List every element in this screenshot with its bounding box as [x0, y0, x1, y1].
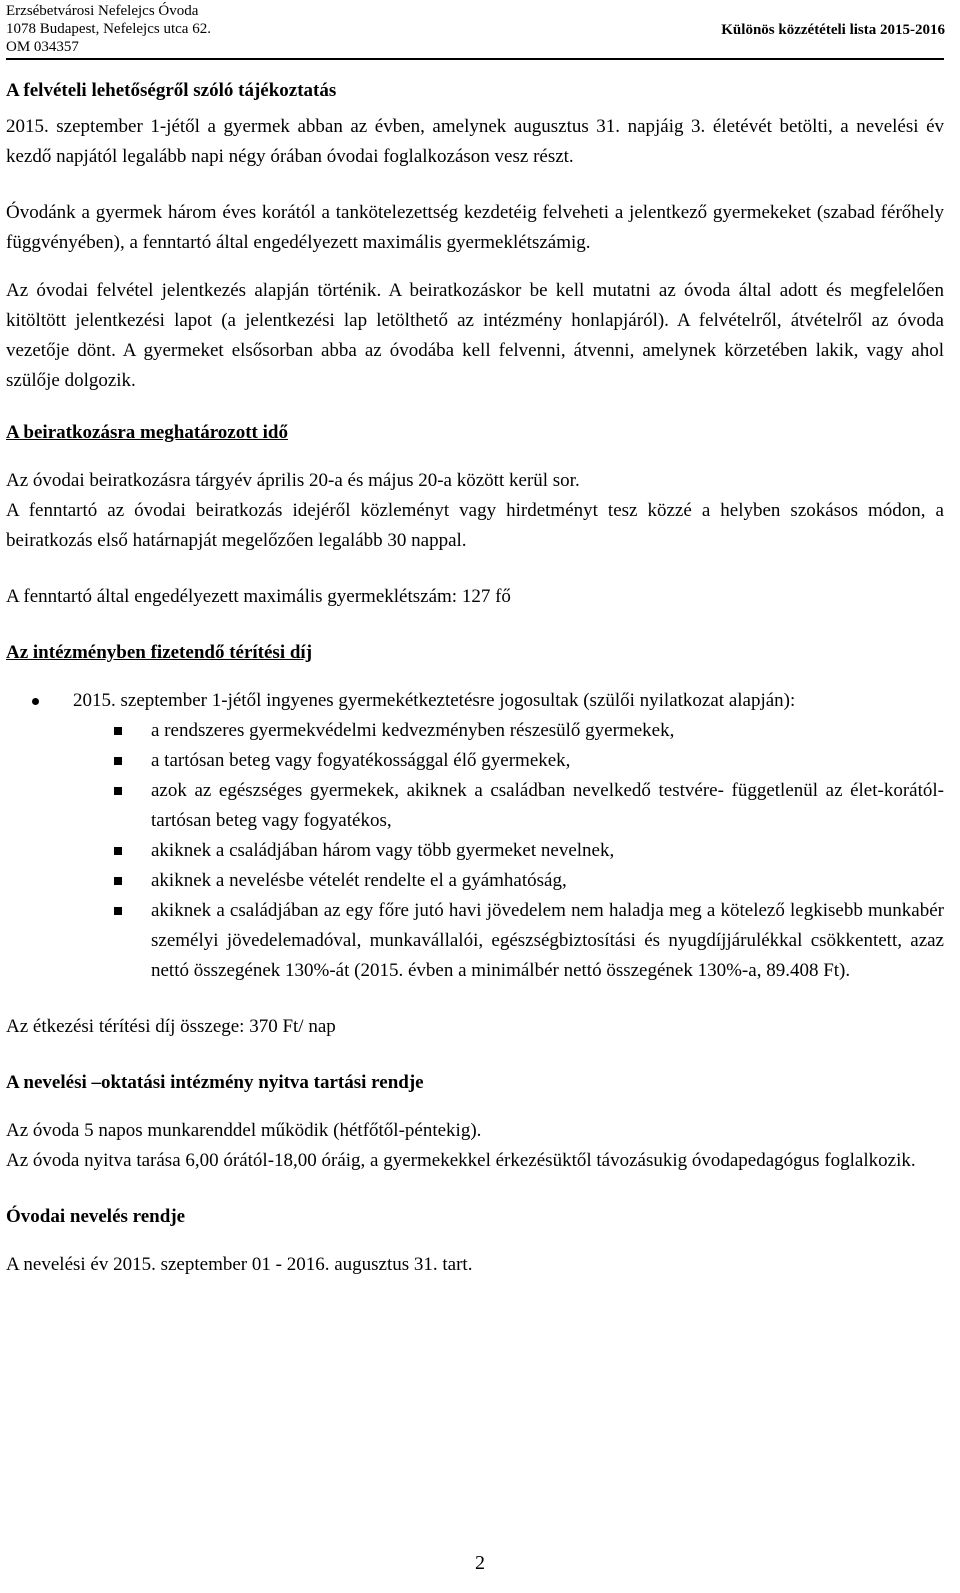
eligibility-item: a tartósan beteg vagy fogyatékossággal élő gyermekek,	[151, 750, 571, 771]
enrollment-paragraph-2: A fenntartó az óvodai beiratkozás idejéről közleményt vagy hirdetményt tesz közzé a helyben szokásos módon, a beiratkozás első határnapját megelőzően legalább 30 nappal.	[6, 500, 944, 551]
bullet-icon	[32, 698, 39, 705]
list-item	[6, 746, 944, 776]
meal-fee-statement: Az étkezési térítési díj összege: 370 Ft/ nap	[6, 1016, 336, 1037]
eligibility-item: akiknek a családjában három vagy több gyermeket nevelnek,	[151, 840, 615, 861]
admission-paragraph-2: Óvodánk a gyermek három éves korától a tankötelezettség kezdetéig felveheti a jelentkező gyermekeket (szabad férőhely függvényében), a fenntartó által engedélyezett maximális gyermeklétszámig.	[6, 202, 944, 253]
header-divider	[6, 58, 944, 60]
admission-paragraph-1: 2015. szeptember 1-jétől a gyermek abban az évben, amelynek augusztus 31. napjáig 3. életévét betölti, a nevelési év kezdő napjától legalább napi négy órában óvodai foglalkozáson vesz részt.	[6, 116, 944, 167]
opening-paragraph-1: Az óvoda 5 napos munkarenddel működik (hétfőtől-péntekig).	[6, 1120, 482, 1141]
list-item	[6, 866, 944, 896]
square-bullet-icon	[114, 787, 122, 795]
eligibility-item: akiknek a családjában az egy főre jutó havi jövedelem nem haladja meg a kötelező legkisebb munkabér személyi jövedelemadóval, munkavállalói, egészségbiztosítási és nyugdíjjárulékkal csökkentett, azaz nettó összegének 130%-át (2015. évben a minimálbér nettó összegének 130%-a, 89.408 Ft).	[151, 900, 944, 981]
enrollment-paragraph-1: Az óvodai beiratkozásra tárgyév április 20-a és május 20-a között kerül sor.	[6, 470, 580, 491]
eligibility-item: akiknek a nevelésbe vételét rendelte el a gyámhatóság,	[151, 870, 567, 891]
schedule-paragraph: A nevelési év 2015. szeptember 01 - 2016. augusztus 31. tart.	[6, 1254, 473, 1275]
enrollment-title: A beiratkozásra meghatározott idő	[6, 422, 288, 443]
page-body	[6, 76, 944, 1280]
schedule-title: Óvodai nevelés rendje	[6, 1206, 186, 1227]
fees-bullet-text: 2015. szeptember 1-jétől ingyenes gyermekétkeztetésre jogosultak (szülői nyilatkozat alapján):	[73, 690, 796, 711]
square-bullet-icon	[114, 907, 122, 915]
list-item	[6, 776, 944, 836]
opening-paragraph-2: Az óvoda nyitva tarása 6,00 órától-18,00 óráig, a gyermekekkel érkezésüktől távozásukig óvodapedagógus foglalkozik.	[6, 1150, 916, 1171]
eligibility-item: a rendszeres gyermekvédelmi kedvezményben részesülő gyermekek,	[151, 720, 675, 741]
org-address: 1078 Budapest, Nefelejcs utca 62.	[6, 21, 211, 37]
page-number: 2	[475, 1552, 485, 1574]
fees-title: Az intézményben fizetendő térítési díj	[6, 642, 313, 663]
opening-hours-title: A nevelési –oktatási intézmény nyitva tartási rendje	[6, 1072, 424, 1093]
square-bullet-icon	[114, 727, 122, 735]
fees-bullet-list	[6, 686, 944, 716]
document-title: Különös közzétételi lista 2015-2016	[721, 22, 945, 38]
list-item	[6, 686, 944, 716]
square-bullet-icon	[114, 877, 122, 885]
square-bullet-icon	[114, 847, 122, 855]
admission-paragraph-3: Az óvodai felvétel jelentkezés alapján történik. A beiratkozáskor be kell mutatni az óvoda által adott és megfelelően kitöltött jelentkezési lapot (a jelentkezési lap letölthető az intézmény honlapjáról). A felvételről, átvételről az óvoda vezetője dönt. A gyermeket elsősorban abba az óvodába kell felvenni, átvenni, amelynek körzetében lakik, vagy ahol szülője dolgozik.	[6, 280, 944, 391]
square-bullet-icon	[114, 757, 122, 765]
list-item	[6, 896, 944, 986]
capacity-statement: A fenntartó által engedélyezett maximális gyermeklétszám: 127 fő	[6, 586, 511, 607]
org-name: Erzsébetvárosi Nefelejcs Óvoda	[6, 3, 199, 19]
admission-title: A felvételi lehetőségről szóló tájékoztatás	[6, 80, 337, 101]
eligibility-item: azok az egészséges gyermekek, akiknek a családban nevelkedő testvére- függetlenül az élet-korától- tartósan beteg vagy fogyatékos,	[151, 780, 944, 831]
list-item	[6, 836, 944, 866]
eligibility-list	[6, 716, 944, 986]
org-id: OM 034357	[6, 39, 79, 55]
page-header-left	[6, 2, 211, 56]
list-item	[6, 716, 944, 746]
